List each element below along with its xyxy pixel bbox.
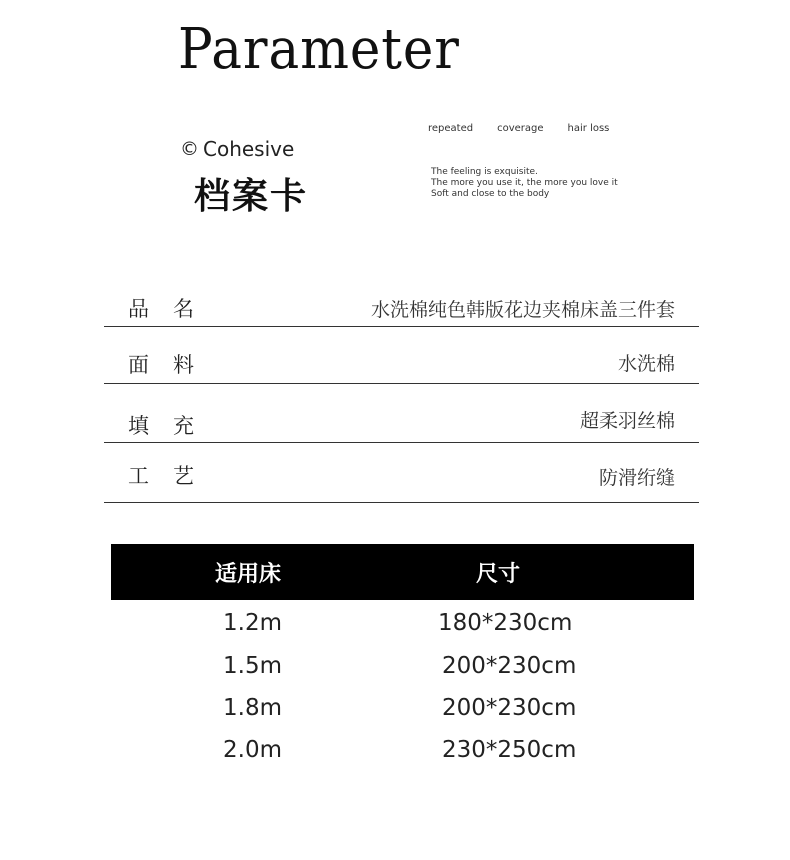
param-label: 品名 bbox=[128, 297, 218, 321]
header-dimensions: 尺寸 bbox=[476, 562, 521, 587]
tag-coverage: coverage bbox=[497, 123, 544, 134]
brand-name: Cohesive bbox=[203, 137, 295, 161]
param-row-filling bbox=[104, 384, 699, 443]
brand-line bbox=[180, 137, 294, 161]
tagline-line-3: Soft and close to the body bbox=[431, 189, 550, 199]
size-row bbox=[111, 737, 694, 777]
page-title: Parameter bbox=[178, 17, 460, 82]
size-table-header bbox=[111, 544, 694, 600]
param-value: 超柔羽丝棉 bbox=[579, 410, 675, 432]
tag-repeated: repeated bbox=[428, 123, 474, 134]
param-row-fabric bbox=[104, 327, 699, 384]
size-row bbox=[111, 610, 694, 650]
bed-size-cell: 2.0m bbox=[223, 737, 282, 763]
header-bed-size: 适用床 bbox=[215, 562, 282, 587]
card-title: 档案卡 bbox=[194, 176, 309, 217]
size-row bbox=[111, 695, 694, 735]
tag-hair-loss: hair loss bbox=[567, 123, 610, 134]
tagline bbox=[431, 167, 618, 200]
size-row bbox=[111, 653, 694, 693]
dimension-cell: 200*230cm bbox=[442, 695, 577, 721]
tag-list bbox=[428, 123, 609, 134]
param-label: 填充 bbox=[128, 414, 218, 438]
param-value: 水洗棉纯色韩版花边夹棉床盖三件套 bbox=[370, 299, 675, 321]
dimension-cell: 200*230cm bbox=[442, 653, 577, 679]
dimension-cell: 230*250cm bbox=[442, 737, 577, 763]
tagline-line-2: The more you use it, the more you love it bbox=[431, 178, 618, 188]
param-label: 工艺 bbox=[128, 464, 218, 488]
tagline-line-1: The feeling is exquisite. bbox=[431, 167, 538, 177]
bed-size-cell: 1.8m bbox=[223, 695, 282, 721]
param-value: 防滑绗缝 bbox=[598, 467, 675, 489]
dimension-cell: 180*230cm bbox=[438, 610, 573, 636]
param-row-name bbox=[104, 280, 699, 327]
bed-size-cell: 1.2m bbox=[223, 610, 282, 636]
param-label: 面料 bbox=[128, 353, 218, 377]
bed-size-cell: 1.5m bbox=[223, 653, 282, 679]
param-value: 水洗棉 bbox=[617, 353, 675, 375]
param-row-craft bbox=[104, 443, 699, 503]
copyright-icon: © bbox=[180, 138, 199, 160]
